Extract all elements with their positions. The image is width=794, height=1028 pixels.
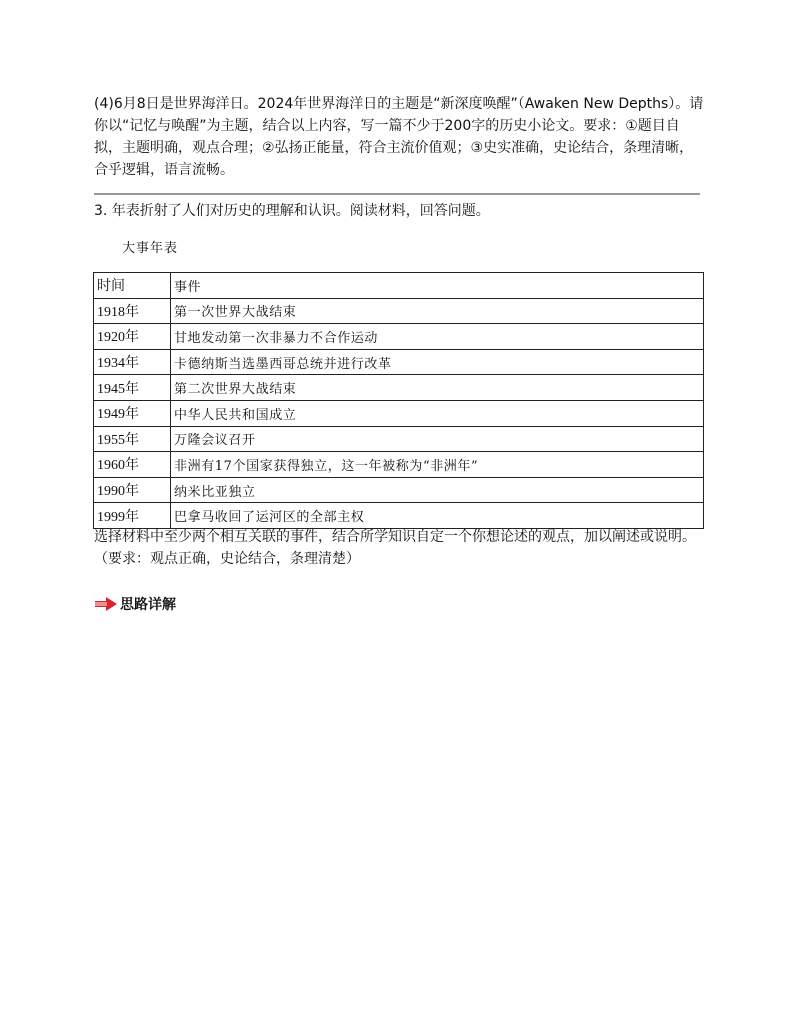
- cell-year: 1960年: [94, 452, 171, 478]
- table-row: [94, 426, 704, 452]
- table-row: [94, 349, 704, 375]
- cell-event: 万隆会议召开: [171, 426, 704, 452]
- table-row: [94, 298, 704, 324]
- cell-event: 卡德纳斯当选墨西哥总统并进行改革: [171, 349, 704, 375]
- cell-event: 第二次世界大战结束: [171, 375, 704, 401]
- solution-label: 思路详解: [120, 597, 176, 613]
- question-3-intro: 3. 年表折射了人们对历史的理解和认识。阅读材料，回答问题。: [94, 203, 490, 219]
- question-4-text: (4)6月8日是世界海洋日。2024年世界海洋日的主题是“新深度唤醒”（Awaken New Depths）。请你以“记忆与唤醒”为主题，结合以上内容，写一篇不少于200字的历史小论文。要求：①题目自拟，主题明确，观点合理；②弘扬正能量，符合主流价值观；③史实准确，史论结合，条理清晰，合乎逻辑，语言流畅。: [94, 96, 704, 178]
- cell-year: 1990年: [94, 477, 171, 503]
- cell-year: 1945年: [94, 375, 171, 401]
- header-event: 事件: [171, 273, 704, 299]
- red-arrow-icon: [94, 596, 118, 612]
- table-row: [94, 400, 704, 426]
- question-3-instruction: 选择材料中至少两个相互关联的事件，结合所学知识自定一个你想论述的观点，加以阐述或说明。（要求：观点正确，史论结合，条理清楚）: [94, 529, 696, 567]
- cell-year: 1934年: [94, 349, 171, 375]
- table-row: [94, 324, 704, 350]
- cell-year: 1999年: [94, 503, 171, 529]
- cell-event: 中华人民共和国成立: [171, 400, 704, 426]
- cell-year: 1918年: [94, 298, 171, 324]
- solution-heading: [94, 593, 176, 615]
- cell-event: 第一次世界大战结束: [171, 298, 704, 324]
- cell-year: 1949年: [94, 400, 171, 426]
- cell-event: 纳米比亚独立: [171, 477, 704, 503]
- header-time: 时间: [94, 273, 171, 299]
- table-row: [94, 477, 704, 503]
- table-row: [94, 503, 704, 529]
- table-row: [94, 452, 704, 478]
- table-header-row: [94, 273, 704, 299]
- table-row: [94, 375, 704, 401]
- cell-year: 1955年: [94, 426, 171, 452]
- events-table: [93, 272, 704, 529]
- cell-event: 巴拿马收回了运河区的全部主权: [171, 503, 704, 529]
- cell-year: 1920年: [94, 324, 171, 350]
- cell-event: 甘地发动第一次非暴力不合作运动: [171, 324, 704, 350]
- events-table-body: [94, 273, 704, 529]
- section-divider: [94, 193, 700, 195]
- cell-event: 非洲有17个国家获得独立，这一年被称为“非洲年”: [171, 452, 704, 478]
- table-title: 大事年表: [122, 241, 179, 256]
